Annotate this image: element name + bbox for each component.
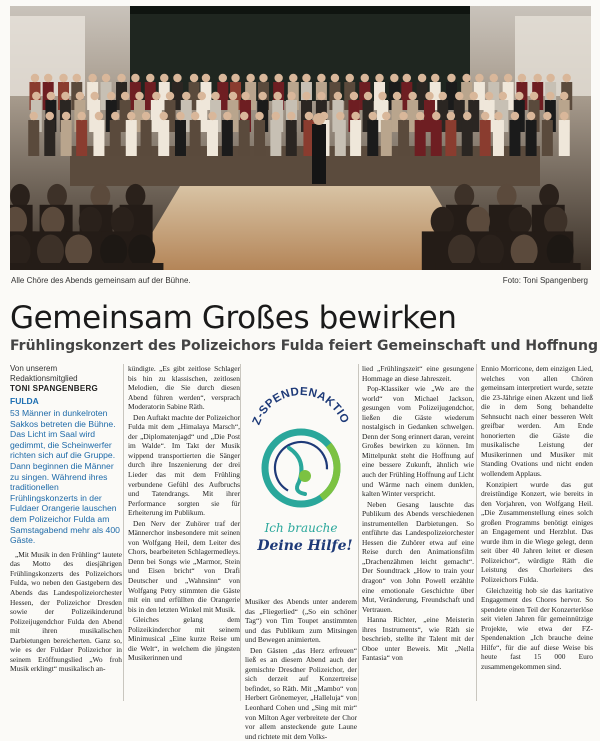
- article-paragraph: „Mit Musik in den Frühling“ lautete das Motto des diesjährigen Frühlingskonzerts des Polizeichors Fulda, wo neben den Gastgebern des Abends das Landespolizeiorchester Hessen, der Polizeichor Dresden sowie der Polizeikinderund Polizeijugendchor Fulda den Abend mit ihren musikalischen Darbietungen bereicherten. Ganz so, wie es der Fuldaer Polizeichor in seinem Eröffnungslied „Wo froh Musik erklingt“ musikalisch an-: [10, 549, 122, 674]
- article-paragraph: Den Gästen „das Herz erfreuen“ ließ es an diesem Abend auch der gemischte Dresdner Polizeichor, der sich derzeit auf Konzertreise befindet, so Räth. Mit „Mambo“ von Herbert Grönemeyer, „Halleluja“ von Leonhard Cohen und „Sing mit mir“ von Milton Ager verbreitete der Chor vor allem ansteckende gute Laune und richtete mit dem Volks-: [245, 645, 357, 741]
- choir-singer-head: [91, 92, 99, 100]
- choir-singer-head: [135, 92, 143, 100]
- choir-singer-head: [336, 112, 344, 120]
- audience-member: [128, 235, 155, 268]
- choir-singer-head: [361, 74, 369, 82]
- choir-singer: [175, 120, 186, 156]
- article-paragraph: Musiker des Abends unter anderem das „Fliegerlied“ („So ein schöner Tag“) von Tim Toupet anstimmten und das Publikum zum Mitsingen und Bewegen animierten.: [245, 597, 357, 645]
- choir-singer-head: [447, 112, 455, 120]
- choir-singer-head: [30, 112, 38, 120]
- choir-singer-head: [32, 92, 40, 100]
- choir-singer: [367, 120, 378, 156]
- choir-singer-head: [198, 92, 206, 100]
- choir-singer: [110, 120, 121, 156]
- choir-singer-head: [111, 112, 119, 120]
- choir-singer: [381, 120, 392, 156]
- choir-singer-head: [274, 92, 282, 100]
- choir-singer-head: [62, 112, 70, 120]
- audience-member-body: [118, 263, 163, 270]
- choir-singer-head: [95, 112, 103, 120]
- choir-singer: [222, 120, 233, 156]
- choir-singer-head: [287, 112, 295, 120]
- audience-member: [497, 184, 517, 208]
- choir-singer: [493, 120, 504, 156]
- article-paragraph: Hanna Richter, „eine Meisterin ihres Instruments“, wie Räth sie beschrieb, stellte ihr Talent mit der Oboe unter Beweis. Mit „Nella Fantasia“ von: [362, 615, 474, 663]
- choir-singer-head: [142, 112, 150, 120]
- promo-tagline-1: Ich brauche: [264, 521, 338, 535]
- choir-singer: [542, 120, 553, 156]
- article-column-3: [245, 597, 357, 741]
- audience-member: [454, 184, 474, 208]
- choir-singer: [158, 120, 169, 156]
- choir-singer-head: [160, 74, 168, 82]
- choir-singer-head: [530, 92, 538, 100]
- choir-singer-head: [61, 92, 69, 100]
- choir-singer-head: [399, 112, 407, 120]
- choir-singer-head: [403, 74, 411, 82]
- choir-singer-head: [350, 92, 358, 100]
- choir-singer-head: [481, 112, 489, 120]
- choir-singer-head: [504, 74, 512, 82]
- article-headline: Gemeinsam Großes bewirken: [10, 300, 457, 336]
- choir-singer-head: [208, 112, 216, 120]
- choir-singer-head: [107, 92, 115, 100]
- choir-singer-head: [166, 92, 174, 100]
- audience-member-body: [536, 263, 581, 270]
- choir-singer: [141, 120, 152, 156]
- choir-singer-head: [418, 74, 426, 82]
- choir-singer-head: [259, 92, 267, 100]
- choir-singer: [431, 120, 442, 156]
- choir-singer-head: [527, 112, 535, 120]
- choir-singer-head: [546, 74, 554, 82]
- choir-singer: [93, 120, 104, 156]
- choir-singer-head: [462, 74, 470, 82]
- choir-singer: [559, 120, 570, 156]
- choir-singer-head: [229, 92, 237, 100]
- audience-member: [431, 207, 454, 236]
- choir-singer-head: [485, 92, 493, 100]
- audience-member: [65, 235, 92, 268]
- audience-member: [41, 207, 64, 236]
- photo-caption: Alle Chöre des Abends gemeinsam auf der Bühne.: [11, 276, 191, 285]
- promo-tagline-2: Deine Hilfe!: [257, 538, 353, 554]
- spendenaktion-promo: [245, 364, 357, 590]
- choir-singer-head: [563, 74, 571, 82]
- choir-singer-head: [375, 74, 383, 82]
- choir-singer-head: [287, 92, 295, 100]
- choir-singer-head: [173, 74, 181, 82]
- column-divider: [358, 364, 359, 701]
- byline-note: Redaktionsmitglied: [10, 373, 78, 383]
- audience-member: [111, 207, 134, 236]
- choir-singer-head: [88, 74, 96, 82]
- audience-member: [90, 184, 110, 208]
- choir-singer-head: [378, 92, 386, 100]
- choir-singer-head: [447, 74, 455, 82]
- choir-singer-head: [470, 92, 478, 100]
- choir-singer-head: [560, 112, 568, 120]
- choir-singer-head: [190, 74, 198, 82]
- article-paragraph: Den Nerv der Zuhörer traf der Männerchor insbesondere mit seinen von Wolfgang Heil, dem Leiter des Chors, bearbeiteten Schlagermedleys. Denn bei Songs wie „Marmor, Stein und Eisen bricht“ von Drafi Deutscher und „Wahnsinn“ von Wolfgang Petry stimmten die Gäste mit ein und erfüllten die Orangerie bis in den letzten Winkel mit Musik.: [128, 518, 240, 614]
- choir-singer-head: [117, 74, 125, 82]
- audience-member: [126, 184, 146, 208]
- choir-singer-head: [432, 112, 440, 120]
- article-paragraph: lied „Frühlingszeit“ eine gesungene Hommage an diese Jahreszeit.: [362, 364, 474, 383]
- column-divider: [123, 364, 124, 701]
- article-column-1: [10, 364, 122, 675]
- choir-singer-head: [382, 112, 390, 120]
- choir-singer-head: [102, 74, 110, 82]
- choir-singer-head: [518, 74, 526, 82]
- choir-singer-head: [127, 112, 135, 120]
- choir-singer-head: [346, 74, 354, 82]
- article-paragraph: Den Auftakt machte der Polizeichor Fulda mit dem „Himalaya Marsch“, der „Diplomatenjagd“ und „Die Post im Walde“. Im Takt der Musik wippend transportierten die Sänger durch ihre Inszenierung der drei Lieder das mit dem Frühling verbundene Gefühl des Aufbruchs und Tatendrangs. Mit ihrer Performance sorgten sie für Erheiterung im Publikum.: [128, 412, 240, 518]
- choir-singer: [190, 120, 201, 156]
- audience-member: [547, 235, 574, 268]
- choir-singer: [445, 120, 456, 156]
- choir-singer-head: [231, 74, 239, 82]
- choir-singer-head: [31, 74, 39, 82]
- choir-singer-head: [211, 92, 219, 100]
- choir-singer-head: [272, 112, 280, 120]
- choir-singer-head: [431, 74, 439, 82]
- choir-singer-head: [46, 112, 54, 120]
- choir-singer-head: [369, 112, 377, 120]
- dateline: FULDA: [10, 395, 39, 406]
- choir-singer-head: [515, 92, 523, 100]
- choir-singer-head: [560, 92, 568, 100]
- article-paragraph: Ennio Morricone, dem einzigen Lied, welches von allen Chören gemeinsam interpretiert wurde, setzte die 23-Jährige einen Akzent und ließ die in dem Song behandelte Sehnsucht nach einer besseren Welt greifbar werden. Am Ende honorierten die Gäste die musikalische Leistung der Musikerinnen und Musiker mit Standing Ovations und nicht enden wollendem Applaus.: [481, 364, 593, 479]
- choir-singer-head: [77, 112, 85, 120]
- audience-member: [544, 207, 567, 236]
- conductor: [312, 124, 326, 184]
- choir-singer-head: [317, 74, 325, 82]
- choir-singer-head: [490, 74, 498, 82]
- choir-singer-head: [121, 92, 129, 100]
- choir-singer: [76, 120, 87, 156]
- article-paragraph: Pop-Klassiker wie „We are the world“ von Michael Jackson, gesungen vom Polizeijugendchor, ließen die Gäste wiederum nostalgisch in Gedanken schwelgen. Denn der Song erinnert daran, vereint Großes bewirken zu können. Im Mittelpunkt steht die Hoffnung auf eine bessere Zukunft, ähnlich wie auch der Frühling Hoffnung auf Licht und Wärme nach einem dunklen, kalten Winter verspricht.: [362, 384, 474, 499]
- choir-singer-head: [455, 92, 463, 100]
- choir-singer-head: [390, 74, 398, 82]
- article-paragraph: kündigte. „Es gibt zeitlose Schlager bis hin zu klassischen, zeitlosen Melodien, die Sie durch diesen Abend führen werden“, versprach Moderatorin Sabine Räth.: [128, 364, 240, 412]
- choir-singer-head: [416, 112, 424, 120]
- svg-text:FZ-SPENDENAKTION: [245, 364, 351, 427]
- choir-singer-head: [289, 74, 297, 82]
- article-column-2: [128, 364, 240, 664]
- choir-singer-head: [408, 92, 416, 100]
- choir-stage-image: [10, 6, 591, 270]
- choir-singer-head: [255, 112, 263, 120]
- article-paragraph: Gleiches gelang dem Polizeikinderchor mit seinem Minimusical „Eine kurze Reise um die Welt“, in welchem die jüngsten Musikerinnen und: [128, 615, 240, 663]
- audience-member: [37, 235, 64, 268]
- promo-title: Z-SPENDENAKTIO: [250, 385, 351, 427]
- audience-member: [100, 235, 127, 268]
- choir-singer: [61, 120, 72, 156]
- choir-singer-head: [393, 92, 401, 100]
- choir-singer-head: [511, 112, 519, 120]
- choir-singer-head: [334, 92, 342, 100]
- choir-singer-head: [305, 112, 313, 120]
- choir-singer: [462, 120, 473, 156]
- audience-member: [539, 184, 559, 208]
- choir-singer-head: [534, 74, 542, 82]
- audience-member: [10, 184, 30, 208]
- choir-singer-head: [259, 74, 267, 82]
- article-paragraph: Gleichzeitig hob sie das karitative Engagement des Chores hervor. So spendete einen Teil der Konzerterlöse seit vielen Jahren für gemeinnützige Projekte, wie etwa der FZ-Spendenaktion „Ich brauche deine Hilfe“, für die auf diese Weise bis heute fast 15 000 Euro zusammengekommen sind.: [481, 585, 593, 671]
- column-divider: [476, 364, 477, 701]
- choir-singer-head: [302, 74, 310, 82]
- choir-singer-head: [463, 112, 471, 120]
- column-divider: [240, 364, 241, 701]
- choir-singer-head: [223, 112, 231, 120]
- choir-singer-head: [494, 112, 502, 120]
- choir-singer-head: [131, 74, 139, 82]
- article-subheadline: Frühlingskonzert des Polizeichors Fulda feiert Gemeinschaft und Hoffnung: [10, 338, 598, 354]
- choir-singer-head: [191, 112, 199, 120]
- choir-singer-head: [351, 112, 359, 120]
- choir-singer: [44, 120, 55, 156]
- audience-member: [467, 207, 490, 236]
- byline-author: TONI SPANGENBERG: [10, 384, 99, 393]
- choir-singer-head: [546, 92, 554, 100]
- choir-singer-head: [439, 92, 447, 100]
- photo-credit: Foto: Toni Spangenberg: [502, 276, 588, 285]
- choir-singer-head: [241, 92, 249, 100]
- choir-singer-head: [475, 74, 483, 82]
- choir-singer: [126, 120, 137, 156]
- choir-singer: [239, 120, 250, 156]
- choir-singer: [254, 120, 265, 156]
- choir-singer-head: [44, 74, 52, 82]
- choir-singer: [526, 120, 537, 156]
- choir-singer: [207, 120, 218, 156]
- article-lead: 53 Männer in dunkelroten Sakkos betreten die Bühne. Das Licht im Saal wird gedimmt, die Scheinwerfer richten sich auf die Gruppe. Dann beginnen die Männer zu singen. Während ihres traditionellen Frühlingskonzerts in der Fuldaer Orangerie lauschen dem Polizeichor Fulda am Samstagabend mehr als 400 Gäste.: [10, 408, 120, 546]
- choir-singer-head: [73, 74, 81, 82]
- conductor-head: [313, 113, 325, 125]
- audience-member: [508, 207, 531, 236]
- choir-singer-head: [543, 112, 551, 120]
- spendenaktion-logo: [245, 364, 357, 590]
- choir-singer-head: [160, 112, 168, 120]
- choir-singer-head: [146, 74, 154, 82]
- choir-singer-head: [240, 112, 248, 120]
- choir-singer: [270, 120, 281, 156]
- choir-singer-head: [425, 92, 433, 100]
- choir-singer: [350, 120, 361, 156]
- byline-note: Von unserem: [10, 364, 58, 373]
- choir-singer-head: [499, 92, 507, 100]
- article-paragraph: Neben Gesang lauschte das Publikum des Abends verschiedenen instrumentellen Darbietungen. So entführte das Landespolizeiorchester Hessen die Zuhörer etwa auf eine Reise durch den Animationsfilm „Drachenzähmen leicht gemacht“. Der Soundtrack „How to train your dragon“ von John Powell erzählte eine emotionale Geschichte über Mut, Veränderung, Freundschaft und Vertrauen.: [362, 499, 474, 614]
- audience-member: [79, 207, 102, 236]
- choir-singer: [509, 120, 520, 156]
- choir-singer-head: [152, 92, 160, 100]
- choir-singer-head: [274, 74, 282, 82]
- audience-member: [448, 235, 475, 268]
- choir-singer: [28, 120, 39, 156]
- concert-photo: [10, 6, 591, 270]
- choir-singer: [415, 120, 426, 156]
- choir-singer-head: [76, 92, 84, 100]
- choir-singer-head: [47, 92, 55, 100]
- choir-singer-head: [202, 74, 210, 82]
- audience-member: [47, 184, 67, 208]
- article-paragraph: Konzipiert wurde das gut dreistündige Konzert, wie bereits in den Vorjahren, von Wolfgang Heil. „Die Zusammenstellung eines solch großen Programms benötigt einiges an Engagement und Herzblut. Das wurde ihm in die Wiege gelegt, denn seit über 40 Jahren leitet er diesen Polizeichor“, würdigte Räth die Leistung des Chorleiters des Polizeichors Fulda.: [481, 479, 593, 585]
- article-column-5: [481, 364, 593, 673]
- audience-member: [477, 235, 504, 268]
- choir-singer: [480, 120, 491, 156]
- choir-singer: [286, 120, 297, 156]
- choir-singer-head: [182, 92, 190, 100]
- choir-singer: [398, 120, 409, 156]
- choir-singer-head: [219, 74, 227, 82]
- choir-singer-head: [302, 92, 310, 100]
- choir-singer-head: [317, 92, 325, 100]
- choir-singer-head: [246, 74, 254, 82]
- audience-member: [511, 235, 538, 268]
- choir-singer-head: [176, 112, 184, 120]
- article-column-4: [362, 364, 474, 664]
- choir-singer-head: [331, 74, 339, 82]
- choir-singer-head: [364, 92, 372, 100]
- choir-singer-head: [59, 74, 67, 82]
- choir-singer: [335, 120, 346, 156]
